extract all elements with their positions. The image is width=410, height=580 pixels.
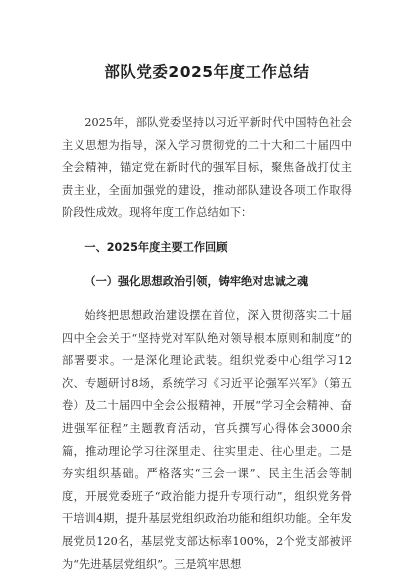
subsection-heading: （一）强化思想政治引领，铸牢绝对忠诚之魂: [84, 274, 309, 288]
document-title: 部队党委2025年度工作总结: [104, 63, 310, 81]
intro-paragraph: 2025年，部队党委坚持以习近平新时代中国特色社会主义思想为指导，深入学习贯彻党的二十大和二十届四中全会精神，锚定党在新时代的强军目标，聚焦备战打仗主责主业，全面加强党的建设，推动部队建设各项工作取得阶段性成效。现将年度工作总结如下：: [62, 116, 352, 220]
section-heading: 一、2025年度主要工作回顾: [84, 240, 228, 254]
body-paragraph: 始终把思想政治建设摆在首位，深入贯彻落实二十届四中全会关于“坚持党对军队绝对领导根本原则和制度”的部署要求。一是深化理论武装。组织党委中心组学习12次、专题研讨8场，系统学习《习近平论强军兴军》（第五卷）及二十届四中全会公报精神，开展“学习全会精神、奋进强军征程”主题教育活动，官兵撰写心得体会3000余篇，推动理论学习往深里走、往实里走、往心里走。二是夯实组织基础。严格落实“三会一课”、民主生活会等制度，开展党委班子“政治能力提升专项行动”，组织党务骨干培训4期，提升基层党组织政治功能和组织功能。全年发展党员120名，基层党支部达标率100%，2个党支部被评为“先进基层党组织”。三是筑牢思想: [62, 308, 352, 571]
